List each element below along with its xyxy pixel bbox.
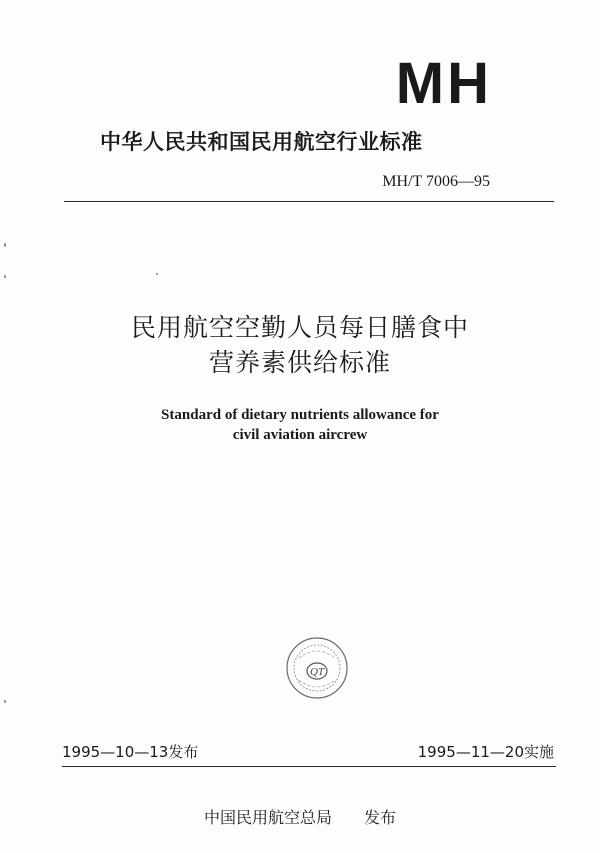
scan-speck [4,700,6,703]
mh-logo: MH [395,51,492,116]
issuer-line [0,807,600,829]
library-seal-stamp [285,636,349,700]
organization-title: 中华人民共和国民用航空行业标准 [100,130,423,154]
issue-date: 1995—10—13发布 [62,743,199,761]
footer-divider [62,766,556,767]
scan-speck [156,273,158,275]
title-en-line-1: Standard of dietary nutrients allowance for [161,407,439,423]
scan-speck [4,243,6,247]
issue-word: 发布 [364,808,397,827]
implementation-date: 1995—11—20实施 [417,743,554,761]
scan-speck [4,275,6,278]
header-divider [64,201,554,202]
title-en-line-2: civil aviation aircrew [232,427,368,443]
title-cn-line-2: 营养素供给标准 [208,348,391,377]
standard-number: MH/T 7006—95 [382,173,490,190]
title-cn-line-1: 民用航空空勤人员每日膳食中 [130,313,469,342]
seal-text: QT [309,666,325,678]
issuer-name: 中国民用航空总局 [203,808,332,827]
